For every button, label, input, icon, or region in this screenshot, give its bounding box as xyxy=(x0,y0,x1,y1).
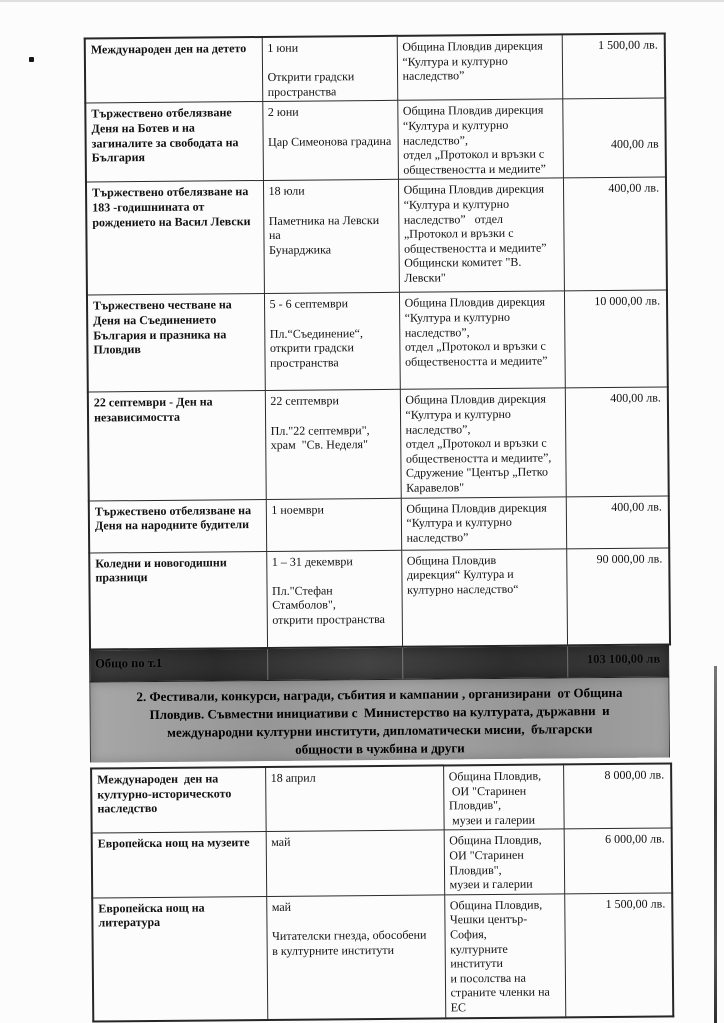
event-cell: 22 септември - Ден на независимостта xyxy=(88,391,266,501)
table-row xyxy=(91,763,672,833)
date-place-cell: 1 юни Открити градски пространства xyxy=(262,36,398,102)
event-cell: Международен ден на детето xyxy=(85,37,263,103)
section1-total-row xyxy=(89,645,669,682)
organizer-cell: Община Пловдив, ОИ "Старинен Пловдив", музеи и галерии xyxy=(443,764,564,830)
column-divider xyxy=(402,648,403,679)
organizer-cell: Община Пловдив дирекция “Култура и културно наследство”, отдел „Протокол и връзки с обществеността и медиите”, Сдружение "Център „Петко Каравелов" xyxy=(400,388,566,498)
column-divider xyxy=(267,649,268,680)
date-place-cell: 1 ноември xyxy=(266,498,401,551)
organizer-cell: Община Пловдив дирекция “Култура и културно наследство” xyxy=(401,496,566,549)
amount-cell: 90 000,00 лв. xyxy=(566,547,670,645)
organizer-cell: Община Пловдив дирекция“ Култура и културно наследство“ xyxy=(401,548,567,646)
table-row xyxy=(92,828,673,897)
date-place-cell: 1 – 31 декември Пл."Стефан Стамболов", открити пространства xyxy=(266,550,402,648)
table-row xyxy=(89,495,669,552)
section2-heading: 2. Фестивали, конкурси, награди, събития и кампании , организирани от Община Пловдив. Съвместни инициативи с Министерство на културата, държавни и международни културни институти, дипломатически мисии, български общности в чужбина и други xyxy=(89,677,670,762)
amount-cell: 10 000,00 лв. xyxy=(564,290,668,388)
organizer-cell: Община Пловдив дирекция “Култура и културно наследство” xyxy=(397,34,563,100)
amount-cell: 8 000,00 лв. xyxy=(563,763,672,829)
amount-cell: 400,00 лв. xyxy=(563,177,667,291)
organizer-cell: Община Пловдив дирекция “Култура и културно наследство”, отдел „Протокол и връзки с обществеността и медиите” xyxy=(399,291,565,389)
event-cell: Коледни и новогодишни празници xyxy=(89,551,267,650)
table-row xyxy=(89,547,670,649)
amount-cell: 400,00 лв. xyxy=(565,387,669,496)
events-table-section1 xyxy=(84,32,671,650)
event-cell: Тържествено отбелязване на 183 -годишнината от рождението на Васил Левски xyxy=(86,181,264,296)
scan-artifact-top-line xyxy=(0,0,724,2)
event-cell: Тържествено отбелязване на Деня на народните будители xyxy=(89,499,266,553)
table-row xyxy=(92,893,673,1021)
date-place-cell: 22 септември Пл."22 септември", храм "Св. Неделя" xyxy=(265,390,401,499)
amount-cell: 1 500,00 лв. xyxy=(562,33,666,99)
date-place-cell: май xyxy=(266,830,445,896)
event-cell: Европейска нощ на музеите xyxy=(92,832,267,898)
amount-cell: 400,00 лв xyxy=(562,98,666,178)
table-row xyxy=(87,290,668,392)
date-place-cell: 5 - 6 септември Пл.“Съединение“, открити градски пространства xyxy=(264,293,400,391)
date-place-cell: 18 април xyxy=(265,765,444,831)
date-place-cell: 18 юли Паметника на Левски на Бунарджика xyxy=(263,180,399,294)
amount-cell: 400,00 лв. xyxy=(566,495,669,548)
ink-dot xyxy=(29,57,34,62)
scan-artifact-page-edge xyxy=(714,666,717,1023)
organizer-cell: Община Пловдив дирекция “Култура и културно наследство”, отдел „Протокол и връзки с обществеността и медиите” xyxy=(397,99,563,179)
column-divider xyxy=(567,646,568,677)
amount-cell: 1 500,00 лв. xyxy=(564,893,673,1017)
events-table-section2 xyxy=(90,762,674,1022)
date-place-cell: май Читателски гнезда, обособени в културните институти xyxy=(266,895,445,1020)
organizer-cell: Община Пловдив дирекция “Култура и културно наследство” отдел „Протокол и връзки с обществеността и медиите” Общински комитет "В. Левски" xyxy=(398,178,564,292)
table-row xyxy=(85,98,666,182)
table-row xyxy=(85,33,666,103)
table-row xyxy=(86,177,667,295)
event-cell: Тържествено отбелязване Деня на Ботев и на загиналите за свободата на България xyxy=(85,102,263,183)
event-cell: Европейска нощ на литература xyxy=(92,896,267,1021)
table-row xyxy=(88,387,669,500)
total-amount: 103 100,00 лв xyxy=(586,651,661,667)
organizer-cell: Община Пловдив, Чешки център-София, културните институти и посолства на страните членки на ЕС xyxy=(444,894,565,1018)
amount-cell: 6 000,00 лв. xyxy=(564,828,673,893)
event-cell: Тържествено честване на Деня на Съединението България и празника на Пловдив xyxy=(87,294,265,393)
organizer-cell: Община Пловдив, ОИ "Старинен Пловдив", музеи и галерии xyxy=(444,829,565,894)
document-sheet xyxy=(84,32,673,1022)
event-cell: Международен ден на културно-историческото наследство xyxy=(91,767,266,833)
date-place-cell: 2 юни Цар Симеонова градина xyxy=(262,101,398,181)
total-label: Общо по т.1 xyxy=(95,655,163,671)
